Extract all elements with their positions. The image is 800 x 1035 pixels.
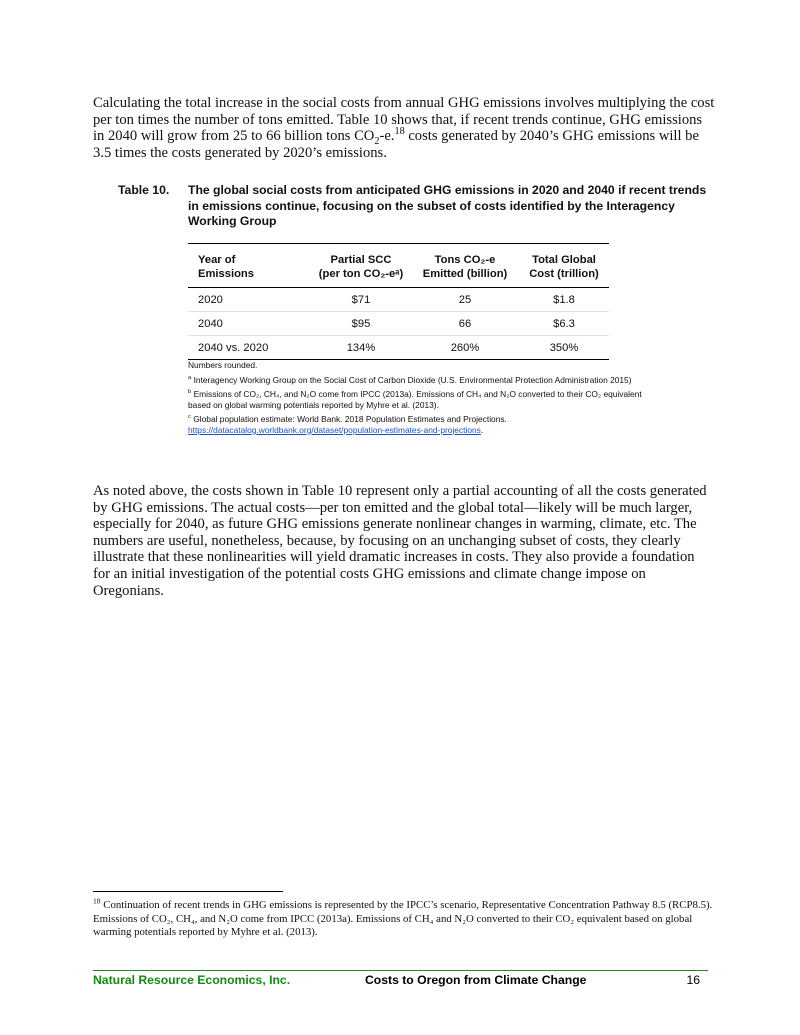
intro-text: Calculating the total increase in the social costs from annual GHG emissions involves multiplying the cost per ton times the number of tons emitted. Table 10 shows that, if recent trends continue, GHG emissions in 2040 will grow from 25 to 66 billion tons CO [93, 95, 715, 145]
cell-tons: 25 [458, 294, 472, 306]
cell-year: 2020 [198, 294, 223, 306]
note-a: $^a$ Interagency Working Group on the Social Cost of Carbon Dioxide (U.S. Environmental Protection Administration 2015) [188, 374, 632, 385]
cell-year: 2040 vs. 2020 [198, 342, 269, 354]
cell-total: $1.8 [553, 294, 575, 306]
table-row [188, 311, 609, 335]
table-notes [188, 360, 658, 439]
table-number: Table 10. [118, 183, 170, 197]
footnote-marker: 18 [93, 896, 101, 906]
footer-company: Natural Resource Economics, Inc. [93, 973, 291, 987]
table-title: The global social costs from anticipated GHG emissions in 2020 and 2040 if recent trends in emissions continue, focusing on the subset of costs identified by the Interagency Working Group [188, 183, 707, 228]
table-row [188, 335, 609, 359]
worldbank-link[interactable]: https://datacatalog.worldbank.org/dataset/population-estimates-and-projections [188, 424, 481, 435]
intro-text-mid: -e. [379, 128, 395, 145]
footnote-ref-18[interactable]: 18 [394, 126, 405, 138]
cost-table [188, 243, 609, 360]
cell-scc: $95 [351, 318, 371, 330]
intro-paragraph [93, 95, 715, 161]
footnote-divider [93, 891, 283, 892]
subscript-2: 2 [374, 136, 380, 148]
page-footer [93, 973, 708, 991]
note-b: $^b$ Emissions of CO₂, CH₄, and N₂O come from IPCC (2013a). Emissions of CH₄ and N₂O converted to their CO₂ equivalent based on global warming potentials reported by Myhre et al. (2013). [188, 389, 642, 410]
table-header-row [188, 244, 609, 288]
cell-tons: 66 [458, 318, 472, 330]
header-year: Year of Emissions [198, 254, 254, 280]
cell-year: 2040 [198, 318, 223, 330]
table-row [188, 288, 609, 311]
footnote-18 [93, 896, 715, 940]
cell-scc: $71 [351, 294, 371, 306]
header-tons-emitted: Tons CO₂-e Emitted (billion) [422, 254, 508, 280]
footnote-text: Continuation of recent trends in GHG emissions is represented by the IPCC’s scenario, Representative Concentration Pathway 8.5 (RCP8.5). Emissions of CO₂, CH₄, and N₂O come from IPCC (2013a). Emissions of CH₄ and N₂O converted to their CO₂ equivalent based on global warming potentials reported by Myhre et al. (2013). [93, 899, 713, 939]
header-partial-scc: Partial SCC (per ton CO₂-eᵃ) [318, 254, 404, 280]
cell-scc: 134% [346, 342, 376, 354]
discussion-paragraph: As noted above, the costs shown in Table 10 represent only a partial accounting of all the costs generated by GHG emissions. The actual costs—per ton emitted and the global total—likely will be much larger, especially for 2040, as future GHG emissions generate nonlinear changes in warming, climate, etc. The numbers are useful, nonetheless, because, by focusing on an unchanging subset of costs, they clearly illustrate that these nonlinearities will yield dramatic increases in costs. They also provide a foundation for an initial investigation of the potential costs GHG emissions and climate change impose on Oregonians. [93, 483, 707, 599]
cell-total: $6.3 [553, 318, 575, 330]
cell-tons: 260% [450, 342, 480, 354]
page-number: 16 [686, 973, 700, 987]
footer-divider [93, 970, 708, 971]
cell-total: 350% [549, 342, 579, 354]
header-total-cost: Total Global Cost (trillion) [529, 254, 599, 280]
note-c: $^c$ Global population estimate: World Bank. 2018 Population Estimates and Projections. https://datacatalog.worldbank.org/dataset/population-estimates-and-projections. [188, 414, 507, 435]
footer-title: Costs to Oregon from Climate Change [365, 973, 587, 987]
note-rounded: Numbers rounded. [188, 360, 258, 370]
intro-text-end: costs generated by 2040’s GHG emissions will be 3.5 times the costs generated by 2020’s emissions. [93, 128, 699, 161]
